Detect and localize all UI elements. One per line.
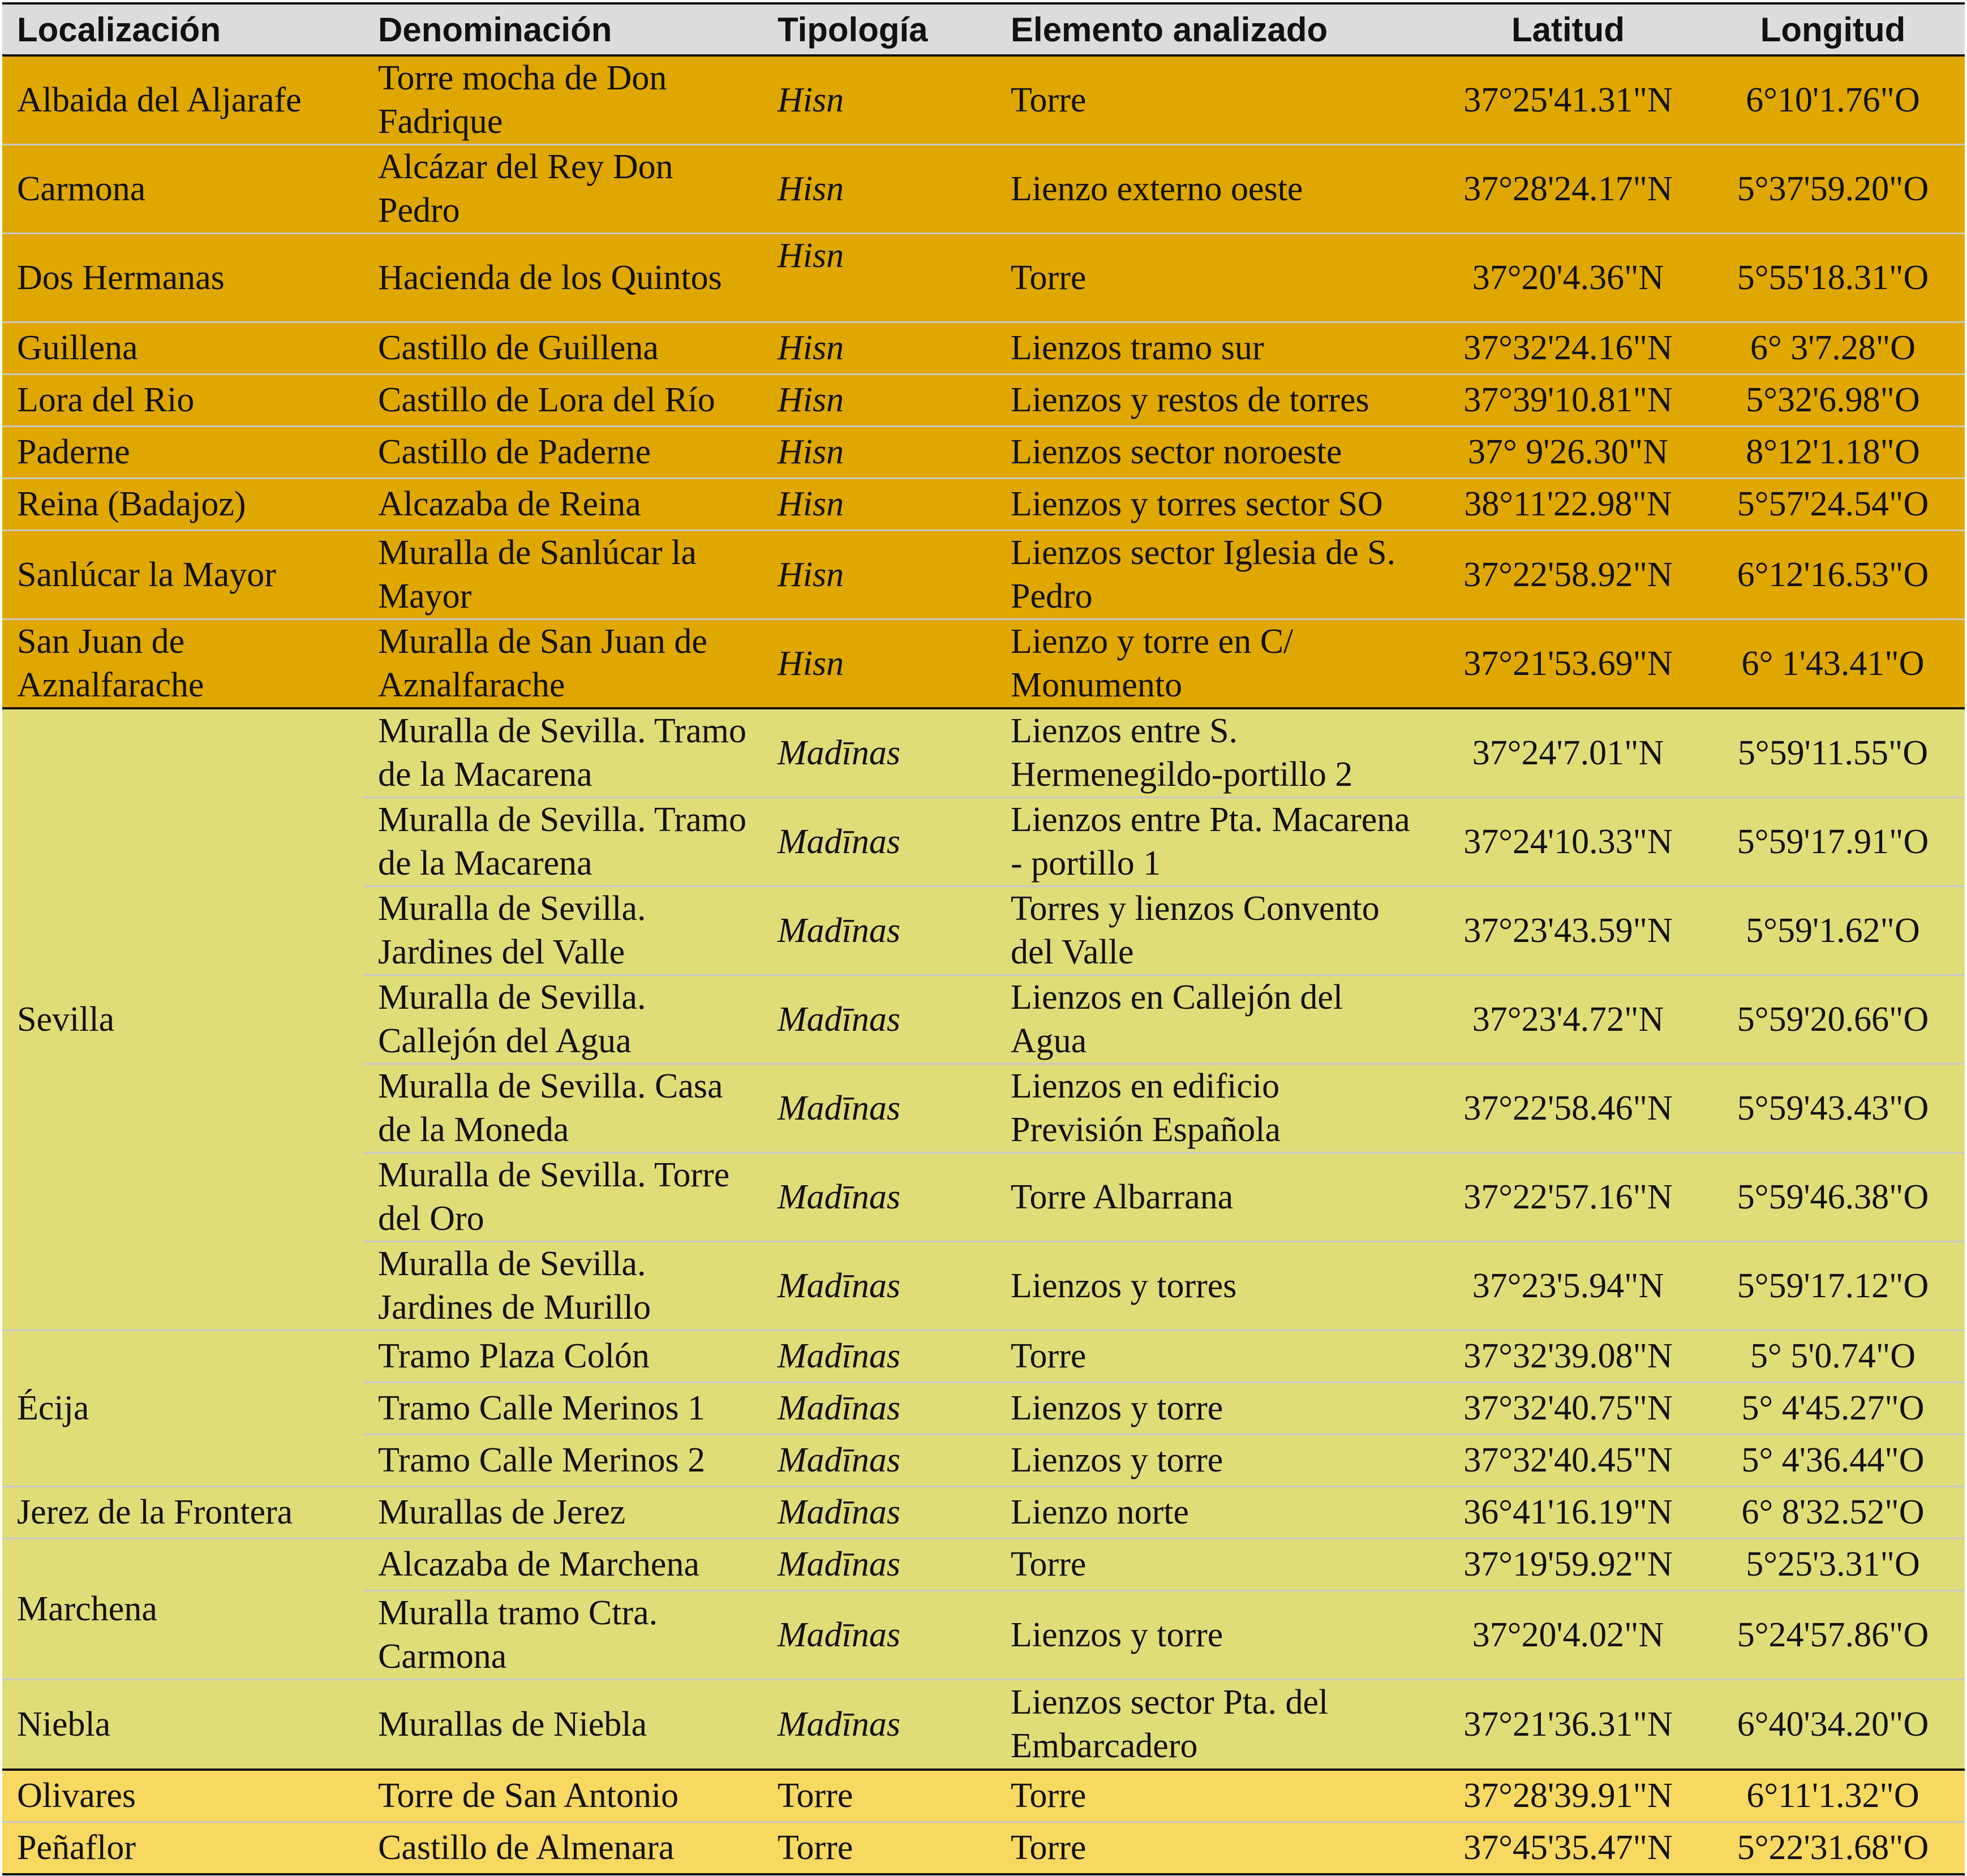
cell-tipologia: Madīnas — [763, 1331, 996, 1383]
cell-tipologia: Hisn — [763, 531, 996, 619]
cell-localizacion: Écija — [2, 1331, 363, 1487]
cell-denominacion: Muralla de Sevilla. Jardines de Murillo — [363, 1242, 763, 1331]
cell-localizacion: Reina (Badajoz) — [2, 479, 363, 531]
cell-denominacion: Muralla de Sevilla. Jardines del Valle — [363, 887, 763, 975]
cell-localizacion: San Juan de Aznalfarache — [2, 619, 363, 709]
table-row — [2, 531, 1965, 619]
cell-latitud: 37°23'43.59"N — [1435, 887, 1701, 975]
cell-latitud: 37°22'58.46"N — [1435, 1064, 1701, 1153]
cell-tipologia: Hisn — [763, 145, 996, 234]
cell-tipologia: Madīnas — [763, 887, 996, 975]
table-row — [2, 1680, 1965, 1770]
cell-tipologia: Madīnas — [763, 1487, 996, 1539]
cell-latitud: 37°28'39.91"N — [1435, 1770, 1701, 1822]
cell-elemento: Lienzos tramo sur — [996, 322, 1435, 375]
table-row — [2, 619, 1965, 709]
cell-longitud: 5°59'1.62"O — [1701, 887, 1965, 975]
cell-localizacion: Marchena — [2, 1539, 363, 1680]
cell-elemento: Lienzos y torre — [996, 1383, 1435, 1435]
table-row — [2, 1539, 1965, 1591]
cell-elemento: Torre — [996, 1822, 1435, 1875]
header-longitud: Longitud — [1701, 3, 1965, 55]
cell-denominacion: Murallas de Niebla — [363, 1680, 763, 1770]
cell-elemento: Lienzos sector Pta. del Embarcadero — [996, 1680, 1435, 1770]
cell-localizacion: Albaida del Aljarafe — [2, 55, 363, 145]
cell-tipologia: Madīnas — [763, 1435, 996, 1487]
cell-latitud: 38°11'22.98"N — [1435, 479, 1701, 531]
cell-tipologia: Madīnas — [763, 1539, 996, 1591]
cell-denominacion: Muralla de Sevilla. Casa de la Moneda — [363, 1064, 763, 1153]
cell-denominacion: Torre mocha de Don Fadrique — [363, 55, 763, 145]
cell-localizacion: Paderne — [2, 427, 363, 479]
cell-localizacion: Jerez de la Frontera — [2, 1487, 363, 1539]
cell-denominacion: Muralla de Sevilla. Callejón del Agua — [363, 975, 763, 1064]
cell-elemento: Lienzos y torre — [996, 1435, 1435, 1487]
cell-latitud: 37°24'10.33"N — [1435, 798, 1701, 887]
table-row — [2, 145, 1965, 234]
cell-longitud: 6°10'1.76"O — [1701, 55, 1965, 145]
cell-denominacion: Tramo Plaza Colón — [363, 1331, 763, 1383]
cell-denominacion: Muralla tramo Ctra. Carmona — [363, 1591, 763, 1680]
cell-tipologia: Madīnas — [763, 1064, 996, 1153]
table-row — [2, 322, 1965, 375]
cell-localizacion: Sevilla — [2, 708, 363, 1331]
cell-longitud: 6°12'16.53"O — [1701, 531, 1965, 619]
cell-latitud: 37°22'58.92"N — [1435, 531, 1701, 619]
cell-tipologia: Hisn — [763, 375, 996, 427]
cell-latitud: 37°32'39.08"N — [1435, 1331, 1701, 1383]
table-row — [2, 375, 1965, 427]
cell-longitud: 5°59'43.43"O — [1701, 1064, 1965, 1153]
cell-latitud: 37°23'5.94"N — [1435, 1242, 1701, 1331]
cell-tipologia: Torre — [763, 1822, 996, 1875]
cell-latitud: 37° 9'26.30"N — [1435, 427, 1701, 479]
table-row — [2, 1770, 1965, 1822]
cell-elemento: Lienzos entre S. Hermenegildo-portillo 2 — [996, 708, 1435, 798]
cell-longitud: 5°24'57.86"O — [1701, 1591, 1965, 1680]
fortifications-table — [2, 2, 1965, 1875]
cell-localizacion: Sanlúcar la Mayor — [2, 531, 363, 619]
cell-elemento: Lienzos y restos de torres — [996, 375, 1435, 427]
cell-longitud: 5°32'6.98"O — [1701, 375, 1965, 427]
table-row — [2, 1822, 1965, 1875]
cell-tipologia: Torre — [763, 1770, 996, 1822]
cell-latitud: 37°25'41.31"N — [1435, 55, 1701, 145]
table-row — [2, 234, 1965, 322]
cell-elemento: Lienzos entre Pta. Macarena - portillo 1 — [996, 798, 1435, 887]
cell-latitud: 37°32'40.75"N — [1435, 1383, 1701, 1435]
cell-longitud: 5°25'3.31"O — [1701, 1539, 1965, 1591]
table-header — [2, 3, 1965, 55]
cell-elemento: Lienzos y torres — [996, 1242, 1435, 1331]
cell-latitud: 37°32'24.16"N — [1435, 322, 1701, 375]
cell-longitud: 5°59'17.91"O — [1701, 798, 1965, 887]
cell-denominacion: Alcazaba de Marchena — [363, 1539, 763, 1591]
cell-denominacion: Muralla de San Juan de Aznalfarache — [363, 619, 763, 709]
cell-elemento: Torre — [996, 1539, 1435, 1591]
cell-denominacion: Castillo de Lora del Río — [363, 375, 763, 427]
cell-tipologia: Hisn — [763, 55, 996, 145]
table-row — [2, 1331, 1965, 1383]
header-denominacion: Denominación — [363, 3, 763, 55]
cell-longitud: 5° 4'36.44"O — [1701, 1435, 1965, 1487]
cell-denominacion: Torre de San Antonio — [363, 1770, 763, 1822]
cell-elemento: Lienzos en edificio Previsión Española — [996, 1064, 1435, 1153]
cell-latitud: 37°32'40.45"N — [1435, 1435, 1701, 1487]
cell-longitud: 5°59'46.38"O — [1701, 1153, 1965, 1242]
cell-localizacion: Carmona — [2, 145, 363, 234]
cell-latitud: 37°19'59.92"N — [1435, 1539, 1701, 1591]
cell-localizacion: Niebla — [2, 1680, 363, 1770]
cell-latitud: 37°21'36.31"N — [1435, 1680, 1701, 1770]
cell-elemento: Lienzo externo oeste — [996, 145, 1435, 234]
cell-tipologia: Hisn — [763, 234, 996, 322]
header-elemento: Elemento analizado — [996, 3, 1435, 55]
cell-latitud: 37°45'35.47"N — [1435, 1822, 1701, 1875]
cell-elemento: Torre — [996, 234, 1435, 322]
cell-elemento: Lienzos sector noroeste — [996, 427, 1435, 479]
table-row — [2, 427, 1965, 479]
cell-tipologia: Hisn — [763, 427, 996, 479]
cell-longitud: 5°59'11.55"O — [1701, 708, 1965, 798]
cell-denominacion: Muralla de Sevilla. Tramo de la Macarena — [363, 708, 763, 798]
cell-latitud: 37°28'24.17"N — [1435, 145, 1701, 234]
cell-tipologia: Madīnas — [763, 798, 996, 887]
table-row — [2, 55, 1965, 145]
cell-latitud: 37°39'10.81"N — [1435, 375, 1701, 427]
cell-elemento: Lienzos y torres sector SO — [996, 479, 1435, 531]
cell-longitud: 5° 4'45.27"O — [1701, 1383, 1965, 1435]
header-row — [2, 3, 1965, 55]
cell-latitud: 37°20'4.02"N — [1435, 1591, 1701, 1680]
cell-denominacion: Muralla de Sevilla. Tramo de la Macarena — [363, 798, 763, 887]
cell-latitud: 37°23'4.72"N — [1435, 975, 1701, 1064]
table-body — [2, 55, 1965, 1874]
cell-denominacion: Alcázar del Rey Don Pedro — [363, 145, 763, 234]
header-tipologia: Tipología — [763, 3, 996, 55]
header-latitud: Latitud — [1435, 3, 1701, 55]
cell-denominacion: Castillo de Guillena — [363, 322, 763, 375]
cell-denominacion: Muralla de Sanlúcar la Mayor — [363, 531, 763, 619]
cell-denominacion: Castillo de Almenara — [363, 1822, 763, 1875]
cell-longitud: 5°59'20.66"O — [1701, 975, 1965, 1064]
cell-localizacion: Dos Hermanas — [2, 234, 363, 322]
cell-elemento: Torre — [996, 1331, 1435, 1383]
cell-denominacion: Castillo de Paderne — [363, 427, 763, 479]
cell-elemento: Lienzo norte — [996, 1487, 1435, 1539]
cell-localizacion: Peñaflor — [2, 1822, 363, 1875]
cell-latitud: 37°22'57.16"N — [1435, 1153, 1701, 1242]
cell-longitud: 8°12'1.18"O — [1701, 427, 1965, 479]
cell-longitud: 6° 8'32.52"O — [1701, 1487, 1965, 1539]
cell-latitud: 37°24'7.01"N — [1435, 708, 1701, 798]
cell-denominacion: Tramo Calle Merinos 1 — [363, 1383, 763, 1435]
cell-tipologia: Madīnas — [763, 975, 996, 1064]
cell-elemento: Lienzos en Callejón del Agua — [996, 975, 1435, 1064]
cell-denominacion: Muralla de Sevilla. Torre del Oro — [363, 1153, 763, 1242]
cell-tipologia: Hisn — [763, 479, 996, 531]
header-localizacion: Localización — [2, 3, 363, 55]
cell-latitud: 37°20'4.36"N — [1435, 234, 1701, 322]
cell-longitud: 6°40'34.20"O — [1701, 1680, 1965, 1770]
cell-elemento: Torre — [996, 1770, 1435, 1822]
cell-elemento: Torre — [996, 55, 1435, 145]
cell-latitud: 36°41'16.19"N — [1435, 1487, 1701, 1539]
cell-localizacion: Olivares — [2, 1770, 363, 1822]
cell-elemento: Lienzos sector Iglesia de S. Pedro — [996, 531, 1435, 619]
cell-latitud: 37°21'53.69"N — [1435, 619, 1701, 709]
cell-tipologia: Madīnas — [763, 708, 996, 798]
cell-longitud: 5°22'31.68"O — [1701, 1822, 1965, 1875]
cell-denominacion: Alcazaba de Reina — [363, 479, 763, 531]
cell-elemento: Lienzo y torre en C/ Monumento — [996, 619, 1435, 709]
cell-longitud: 5°37'59.20"O — [1701, 145, 1965, 234]
cell-tipologia: Madīnas — [763, 1680, 996, 1770]
cell-tipologia: Madīnas — [763, 1242, 996, 1331]
cell-elemento: Torres y lienzos Convento del Valle — [996, 887, 1435, 975]
cell-elemento: Torre Albarrana — [996, 1153, 1435, 1242]
cell-localizacion: Lora del Rio — [2, 375, 363, 427]
cell-longitud: 5°59'17.12"O — [1701, 1242, 1965, 1331]
cell-elemento: Lienzos y torre — [996, 1591, 1435, 1680]
cell-tipologia: Hisn — [763, 619, 996, 709]
table-row — [2, 1487, 1965, 1539]
cell-denominacion: Murallas de Jerez — [363, 1487, 763, 1539]
cell-tipologia: Madīnas — [763, 1153, 996, 1242]
table-row — [2, 708, 1965, 798]
cell-longitud: 5°55'18.31"O — [1701, 234, 1965, 322]
cell-longitud: 5°57'24.54"O — [1701, 479, 1965, 531]
cell-longitud: 6° 1'43.41"O — [1701, 619, 1965, 709]
cell-tipologia: Hisn — [763, 322, 996, 375]
cell-tipologia: Madīnas — [763, 1383, 996, 1435]
table-row — [2, 479, 1965, 531]
cell-longitud: 6° 3'7.28"O — [1701, 322, 1965, 375]
cell-denominacion: Hacienda de los Quintos — [363, 234, 763, 322]
cell-denominacion: Tramo Calle Merinos 2 — [363, 1435, 763, 1487]
cell-localizacion: Guillena — [2, 322, 363, 375]
cell-longitud: 5° 5'0.74"O — [1701, 1331, 1965, 1383]
cell-longitud: 6°11'1.32"O — [1701, 1770, 1965, 1822]
cell-tipologia: Madīnas — [763, 1591, 996, 1680]
